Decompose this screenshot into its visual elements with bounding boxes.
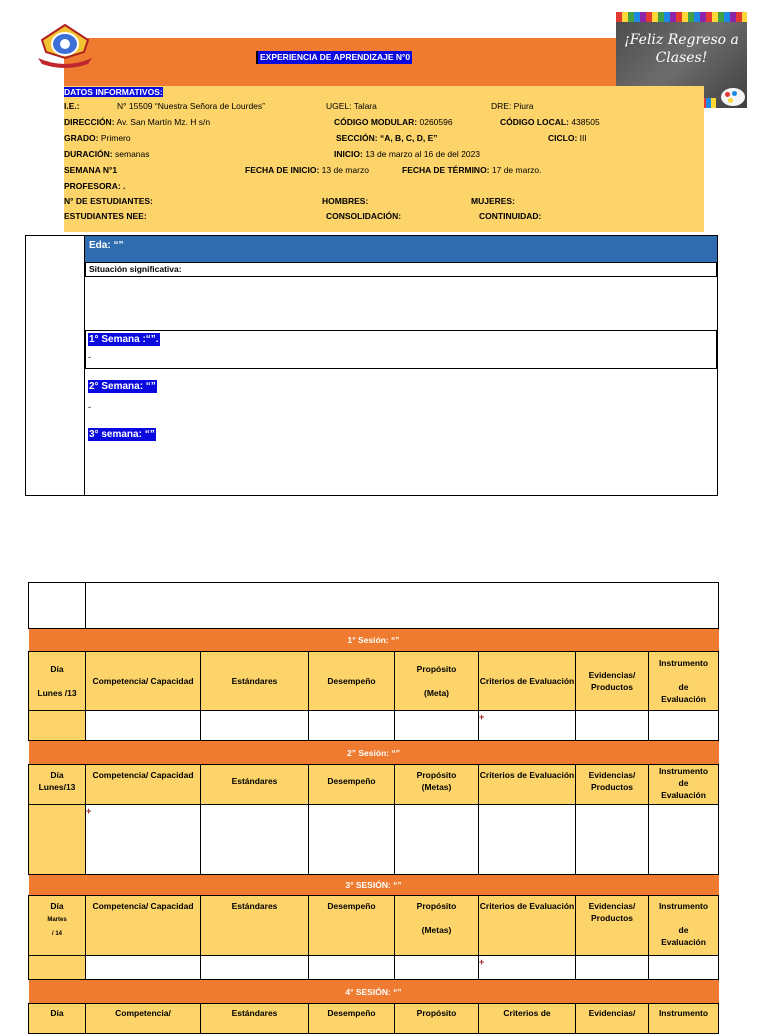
grado-value: Primero <box>100 133 131 143</box>
consolidacion: CONSOLIDACIÓN: <box>326 211 402 221</box>
continuidad: CONTINUIDAD: <box>479 211 542 221</box>
session-header-row <box>29 980 719 1004</box>
col-competencia: Competencia/ Capacidad <box>86 765 201 805</box>
row-duracion <box>64 146 150 162</box>
direccion-label: DIRECCIÓN: <box>64 117 115 127</box>
semana3-label: 3° semana: “” <box>89 429 155 440</box>
semana2-dash: - <box>88 402 91 412</box>
instrumento-label: Instrumento <box>658 901 709 911</box>
dia-date: Martes <box>47 917 67 923</box>
datos-heading <box>64 85 163 99</box>
session-4-title: 4° SESIÓN: “” <box>29 980 719 1004</box>
dia-label: Día <box>50 664 64 674</box>
content-cell <box>576 956 649 980</box>
estudiantes-nee: ESTUDIANTES NEE: <box>64 211 147 221</box>
column-header-row <box>29 765 719 805</box>
session-2-title: 2” Sesión: “” <box>29 741 719 765</box>
col-desempeno: Desempeño <box>309 1004 395 1034</box>
instrumento-de: de <box>678 925 689 935</box>
instrumento-evaluacion: Evaluación <box>661 937 706 947</box>
col-instrumento <box>649 765 719 805</box>
anchor-marker-icon: + <box>479 712 485 722</box>
blank-cell <box>29 583 86 629</box>
column-header-row <box>29 652 719 711</box>
codmod-value: 0260596 <box>419 117 453 127</box>
eda-label: Eda: “” <box>89 240 124 251</box>
content-cell <box>649 805 719 875</box>
content-cell <box>86 805 201 875</box>
profesora: PROFESORA: . <box>64 181 126 191</box>
row-direccion <box>64 114 210 130</box>
duracion-label: DURACIÓN: <box>64 149 113 159</box>
banner-line-1: ¡Feliz Regreso a <box>624 32 739 48</box>
dia-date: Lunes/13 <box>38 782 76 792</box>
datos-heading-text: DATOS INFORMATIVOS: <box>64 87 163 97</box>
blank-cell <box>86 583 719 629</box>
col-dia <box>29 765 86 805</box>
banner-line-2: Clases! <box>655 50 708 66</box>
row-ie <box>64 98 80 114</box>
dia-label: Día <box>50 901 64 911</box>
inicio-value: 13 de marzo al 16 de del 2023 <box>365 149 481 159</box>
col-estandares: Estándares <box>201 1004 309 1034</box>
content-cell <box>576 711 649 741</box>
sessions-table <box>28 582 719 1034</box>
content-cell <box>649 956 719 980</box>
col-estandares: Estándares <box>201 652 309 711</box>
fecha-inicio <box>245 162 369 178</box>
instrumento-label: Instrumento <box>658 658 709 668</box>
col-competencia: Competencia/ Capacidad <box>86 652 201 711</box>
ciclo-value: III <box>579 133 587 143</box>
content-cell <box>86 956 201 980</box>
eda-bar <box>85 236 717 262</box>
content-cell <box>86 711 201 741</box>
grado-label: GRADO: <box>64 133 99 143</box>
semana1-box <box>85 330 717 369</box>
col-instrumento <box>649 652 719 711</box>
dia-date: Lunes /13 <box>37 688 77 698</box>
session-content-row <box>29 711 719 741</box>
seccion <box>336 130 438 146</box>
instrumento-de: de <box>678 682 689 692</box>
row-grado <box>64 130 131 146</box>
school-logo <box>36 22 94 70</box>
seccion-label: SECCIÓN: <box>336 133 378 143</box>
anchor-marker-icon: + <box>479 957 485 967</box>
column-header-row <box>29 896 719 956</box>
instrumento-evaluacion: Evaluación <box>661 790 706 800</box>
proposito-meta: (Metas) <box>421 782 452 792</box>
col-competencia: Competencia/ <box>86 1004 201 1034</box>
col-evidencias: Evidencias/ Productos <box>576 652 649 711</box>
content-cell <box>201 805 309 875</box>
ciclo-label: CICLO: <box>548 133 578 143</box>
col-evidencias: Evidencias/ <box>576 1004 649 1034</box>
paint-palette-icon <box>721 88 745 106</box>
content-cell <box>479 711 576 741</box>
col-competencia: Competencia/ Capacidad <box>86 896 201 956</box>
session-header-row <box>29 629 719 652</box>
proposito-label: Propósito <box>416 770 457 780</box>
fecha-termino-label: FECHA DE TÉRMINO: <box>402 165 490 175</box>
duracion-value: semanas <box>115 149 150 159</box>
codloc-label: CÓDIGO LOCAL: <box>500 117 569 127</box>
semana-n1: SEMANA N°1 <box>64 165 118 175</box>
content-cell <box>395 805 479 875</box>
instrumento-evaluacion: Evaluación <box>661 694 706 704</box>
inicio-label: INICIO: <box>334 149 363 159</box>
col-proposito <box>395 652 479 711</box>
dia-cell <box>29 805 86 875</box>
col-dia <box>29 652 86 711</box>
ugel: UGEL: Talara <box>326 101 377 111</box>
col-proposito <box>395 765 479 805</box>
col-criterios: Criterios de Evaluación <box>479 652 576 711</box>
session-header-row <box>29 875 719 896</box>
content-cell <box>309 805 395 875</box>
n-estudiantes: N° DE ESTUDIANTES: <box>64 196 153 206</box>
session-3-title: 3° SESIÓN: “” <box>29 875 719 896</box>
content-cell <box>479 805 576 875</box>
fecha-termino <box>402 162 542 178</box>
semana1-dash: - <box>88 352 91 362</box>
content-cell <box>479 956 576 980</box>
dia-cell <box>29 956 86 980</box>
inicio <box>334 146 480 162</box>
semana2-label: 2° Semana: “” <box>89 381 156 392</box>
fecha-inicio-value: 13 de marzo <box>321 165 369 175</box>
semana1-label: 1° Semana :“”. <box>89 334 159 345</box>
session-content-row <box>29 956 719 980</box>
col-instrumento: Instrumento <box>649 1004 719 1034</box>
col-criterios: Criterios de Evaluación <box>479 765 576 805</box>
codigo-local <box>500 114 600 130</box>
proposito-label: Propósito <box>416 664 457 674</box>
direccion-value: Av. San Martín Mz. H s/n <box>116 117 211 127</box>
col-desempeno: Desempeño <box>309 896 395 956</box>
content-cell <box>201 956 309 980</box>
col-dia: Día <box>29 1004 86 1034</box>
col-instrumento <box>649 896 719 956</box>
col-estandares: Estándares <box>201 896 309 956</box>
mujeres: MUJERES: <box>471 196 515 206</box>
ciclo <box>548 130 587 146</box>
col-proposito <box>395 896 479 956</box>
content-cell <box>576 805 649 875</box>
instrumento-label: Instrumento <box>658 766 709 776</box>
content-cell <box>309 956 395 980</box>
content-cell <box>309 711 395 741</box>
dia-label: Día <box>50 770 64 780</box>
session-1-title: 1° Sesión: “” <box>29 629 719 652</box>
codloc-value: 438505 <box>571 117 600 127</box>
content-cell <box>649 711 719 741</box>
situacion-significativa: Situación significativa: <box>85 262 717 277</box>
proposito-meta: (Meta) <box>423 688 450 698</box>
proposito-meta: (Metas) <box>421 925 452 935</box>
codmod-label: CÓDIGO MODULAR: <box>334 117 418 127</box>
col-estandares: Estándares <box>201 765 309 805</box>
col-criterios: Criterios de Evaluación <box>479 896 576 956</box>
instrumento-de: de <box>678 778 689 788</box>
codigo-modular <box>334 114 453 130</box>
top-blank-row <box>29 583 719 629</box>
col-evidencias: Evidencias/ Productos <box>576 896 649 956</box>
content-cell <box>395 956 479 980</box>
dre: DRE: Piura <box>491 101 534 111</box>
session-header-row <box>29 741 719 765</box>
col-evidencias: Evidencias/ Productos <box>576 765 649 805</box>
col-desempeno: Desempeño <box>309 652 395 711</box>
column-header-row <box>29 1004 719 1034</box>
fecha-inicio-label: FECHA DE INICIO: <box>245 165 320 175</box>
content-cell <box>201 711 309 741</box>
proposito-label: Propósito <box>416 901 457 911</box>
session-content-row <box>29 805 719 875</box>
pencils-decoration <box>616 12 747 22</box>
col-proposito: Propósito <box>395 1004 479 1034</box>
dia-cell <box>29 711 86 741</box>
content-cell <box>395 711 479 741</box>
anchor-marker-icon: + <box>86 806 92 816</box>
seccion-value: “A, B, C, D, E” <box>379 133 438 143</box>
dia-date-2: / 14 <box>51 931 62 937</box>
experience-title: EXPERIENCIA DE APRENDIZAJE N°0 <box>256 51 412 64</box>
ie-value: N° 15509 “Nuestra Señora de Lourdes” <box>117 101 265 111</box>
hombres: HOMBRES: <box>322 196 369 206</box>
col-criterios: Criterios de <box>479 1004 576 1034</box>
fecha-termino-value: 17 de marzo. <box>491 165 542 175</box>
col-desempeno: Desempeño <box>309 765 395 805</box>
col-dia <box>29 896 86 956</box>
ie-label: I.E.: <box>64 101 80 111</box>
